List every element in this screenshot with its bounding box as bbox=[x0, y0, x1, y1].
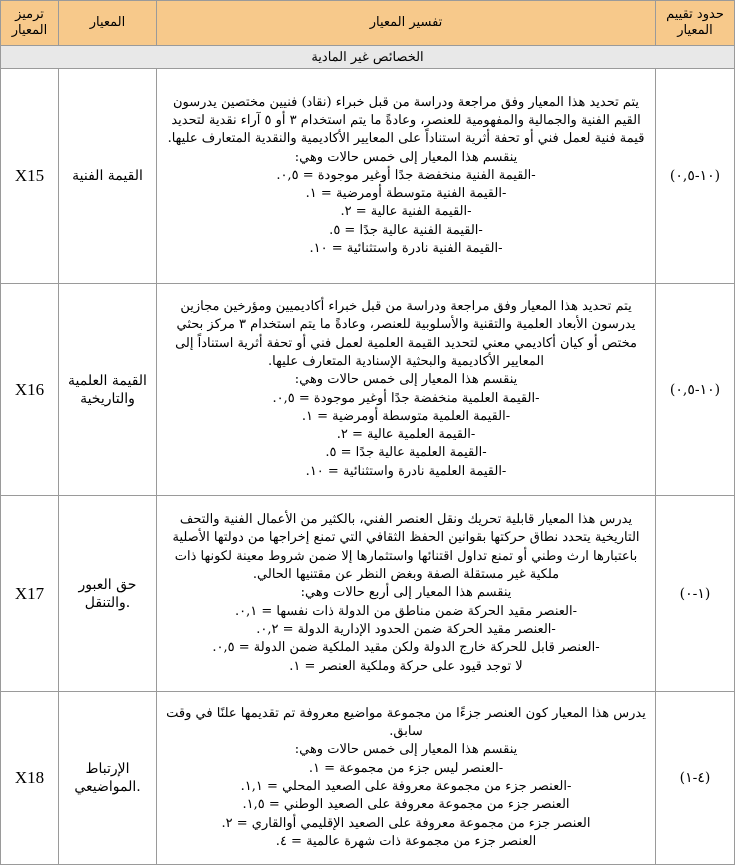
case-item: -القيمة العلمية متوسطة أومرضية = ١. bbox=[301, 408, 511, 424]
cases-list bbox=[165, 390, 647, 481]
explanation-intro: يتم تحديد هذا المعيار وفق مراجعة ودراسة من قبل خبراء أكاديميين ومؤرخين مجازين يدرسون الأبعاد العلمية والتقنية والأسلوبية للعنصر، وعادةً ما يتم استخدام ٣ مركز بحثي مختص أو كيان أكاديمي معني لتحديد القيمة العلمية لعمل فني أو تحفة أثرية استناداً إلى المعايير الأكاديمية والبحثية الإسنادية المتعارف عليها. bbox=[175, 299, 637, 369]
case-item: -العنصر قابل للحركة خارج الدولة ولكن مقيد الملكية ضمن الدولة = ٠,٥. bbox=[212, 640, 600, 656]
header-explanation: تفسير المعيار bbox=[157, 1, 656, 46]
criterion-explanation bbox=[157, 496, 656, 692]
cases-intro: ينقسم هذا المعيار إلى خمس حالات وهي: bbox=[294, 372, 518, 388]
criterion-code: X17 bbox=[1, 496, 59, 692]
section-row bbox=[1, 46, 735, 69]
case-item: -العنصر جزء من مجموعة معروفة على الصعيد المحلي = ١,١. bbox=[240, 779, 572, 794]
case-item: لا توجد قيود على حركة وملكية العنصر = ١. bbox=[289, 658, 523, 674]
criterion-code: X15 bbox=[1, 69, 59, 284]
cases-list bbox=[165, 603, 647, 676]
section-title: الخصائص غير المادية bbox=[1, 46, 735, 69]
explanation-intro: يتم تحديد هذا المعيار وفق مراجعة ودراسة من قبل خبراء (نقاد) فنيين مختصين يدرسون القيم الفنية والجمالية والمفهومية للعنصر، وعادةً ما يتم استخدام ٣ أو ٥ آراء نقدية لتحديد قيمة فنية لعمل فني أو تحفة أثرية استناداً على المعايير الأكاديمية والنقدية المتعارف عليها. bbox=[167, 94, 645, 147]
cases-intro: ينقسم هذا المعيار إلى خمس حالات وهي: bbox=[294, 149, 518, 165]
criterion-explanation bbox=[157, 284, 656, 496]
case-item: -القيمة العلمية منخفضة جدًا أوغير موجودة = ٠,٥. bbox=[272, 390, 540, 406]
header-criterion: المعيار bbox=[59, 1, 157, 46]
criterion-name: القيمة الفنية bbox=[59, 69, 157, 284]
evaluation-range: (٤-١) bbox=[656, 692, 735, 865]
criterion-name: حق العبور والتنقل. bbox=[59, 496, 157, 692]
case-item: -القيمة العلمية نادرة واستثنائية = ١٠. bbox=[305, 463, 507, 479]
criterion-code: X16 bbox=[1, 284, 59, 496]
header-code: ترميز المعيار bbox=[1, 1, 59, 46]
table-row bbox=[1, 496, 735, 692]
cases-intro: ينقسم هذا المعيار إلى أربع حالات وهي: bbox=[300, 585, 512, 601]
case-item: -القيمة العلمية عالية = ٢. bbox=[336, 427, 476, 443]
case-item: -القيمة الفنية نادرة واستثنائية = ١٠. bbox=[309, 241, 503, 257]
criterion-explanation bbox=[157, 692, 656, 865]
header-range: حدود تقييم المعيار bbox=[656, 1, 735, 46]
explanation-intro: يدرس هذا المعيار قابلية تحريك ونقل العنصر الفني، بالكثير من الأعمال الفنية والتحف التاريخية يتحدد نطاق حركتها بقوانين الحفظ الثقافي التي تمنع إخراجها من دولتها الأصلية باعتبارها ارث وطني أو تمنع تداول اقتنائها واستثمارها إلا ضمن شروط معينة لكونها ذات ملكية غير مستقلة الصفة وبغض النظر عن مقتنيها الحالي. bbox=[172, 512, 640, 583]
cases-intro: ينقسم هذا المعيار إلى خمس حالات وهي: bbox=[294, 742, 518, 758]
case-item: -العنصر مقيد الحركة ضمن مناطق من الدولة ذات نفسها = ٠,١. bbox=[235, 603, 577, 619]
case-item: -القيمة الفنية عالية جدًا = ٥. bbox=[329, 222, 483, 238]
case-item: -القيمة العلمية عالية جدًا = ٥. bbox=[325, 445, 487, 461]
case-item: -القيمة الفنية منخفضة جدًا أوغير موجودة = ٠,٥. bbox=[276, 167, 536, 183]
case-item: -القيمة الفنية متوسطة أومرضية = ١. bbox=[305, 186, 507, 202]
criterion-name: الإرتباط المواضيعي. bbox=[59, 692, 157, 865]
case-item: العنصر جزء من مجموعة معروفة على الصعيد الإقليمي أوالقاري = ٢. bbox=[221, 815, 591, 831]
cases-list bbox=[165, 167, 647, 258]
table-row bbox=[1, 692, 735, 865]
cases-list bbox=[165, 760, 647, 851]
explanation-intro: يدرس هذا المعيار كون العنصر جزءًا من مجموعة مواضيع معروفة تم تقديمها علنًا في وقت سابق. bbox=[166, 705, 646, 740]
evaluation-range: (١٠-٠,٥) bbox=[656, 69, 735, 284]
evaluation-range: (١-٠) bbox=[656, 496, 735, 692]
case-item: العنصر جزء من مجموعة معروفة على الصعيد الوطني = ١,٥. bbox=[242, 797, 570, 813]
evaluation-range: (١٠-٠,٥) bbox=[656, 284, 735, 496]
case-item: -القيمة الفنية عالية = ٢. bbox=[340, 204, 472, 220]
table-header-row bbox=[1, 1, 735, 46]
case-item: -العنصر ليس جزء من مجموعة = ١. bbox=[308, 760, 504, 776]
table-row bbox=[1, 284, 735, 496]
case-item: -العنصر مقيد الحركة ضمن الحدود الإدارية الدولة = ٠,٢. bbox=[256, 621, 556, 637]
criterion-explanation bbox=[157, 69, 656, 284]
criterion-name: القيمة العلمية والتاريخية bbox=[59, 284, 157, 496]
case-item: العنصر جزء من مجموعة ذات شهرة عالمية = ٤. bbox=[275, 833, 537, 849]
criterion-code: X18 bbox=[1, 692, 59, 865]
table-row bbox=[1, 69, 735, 284]
